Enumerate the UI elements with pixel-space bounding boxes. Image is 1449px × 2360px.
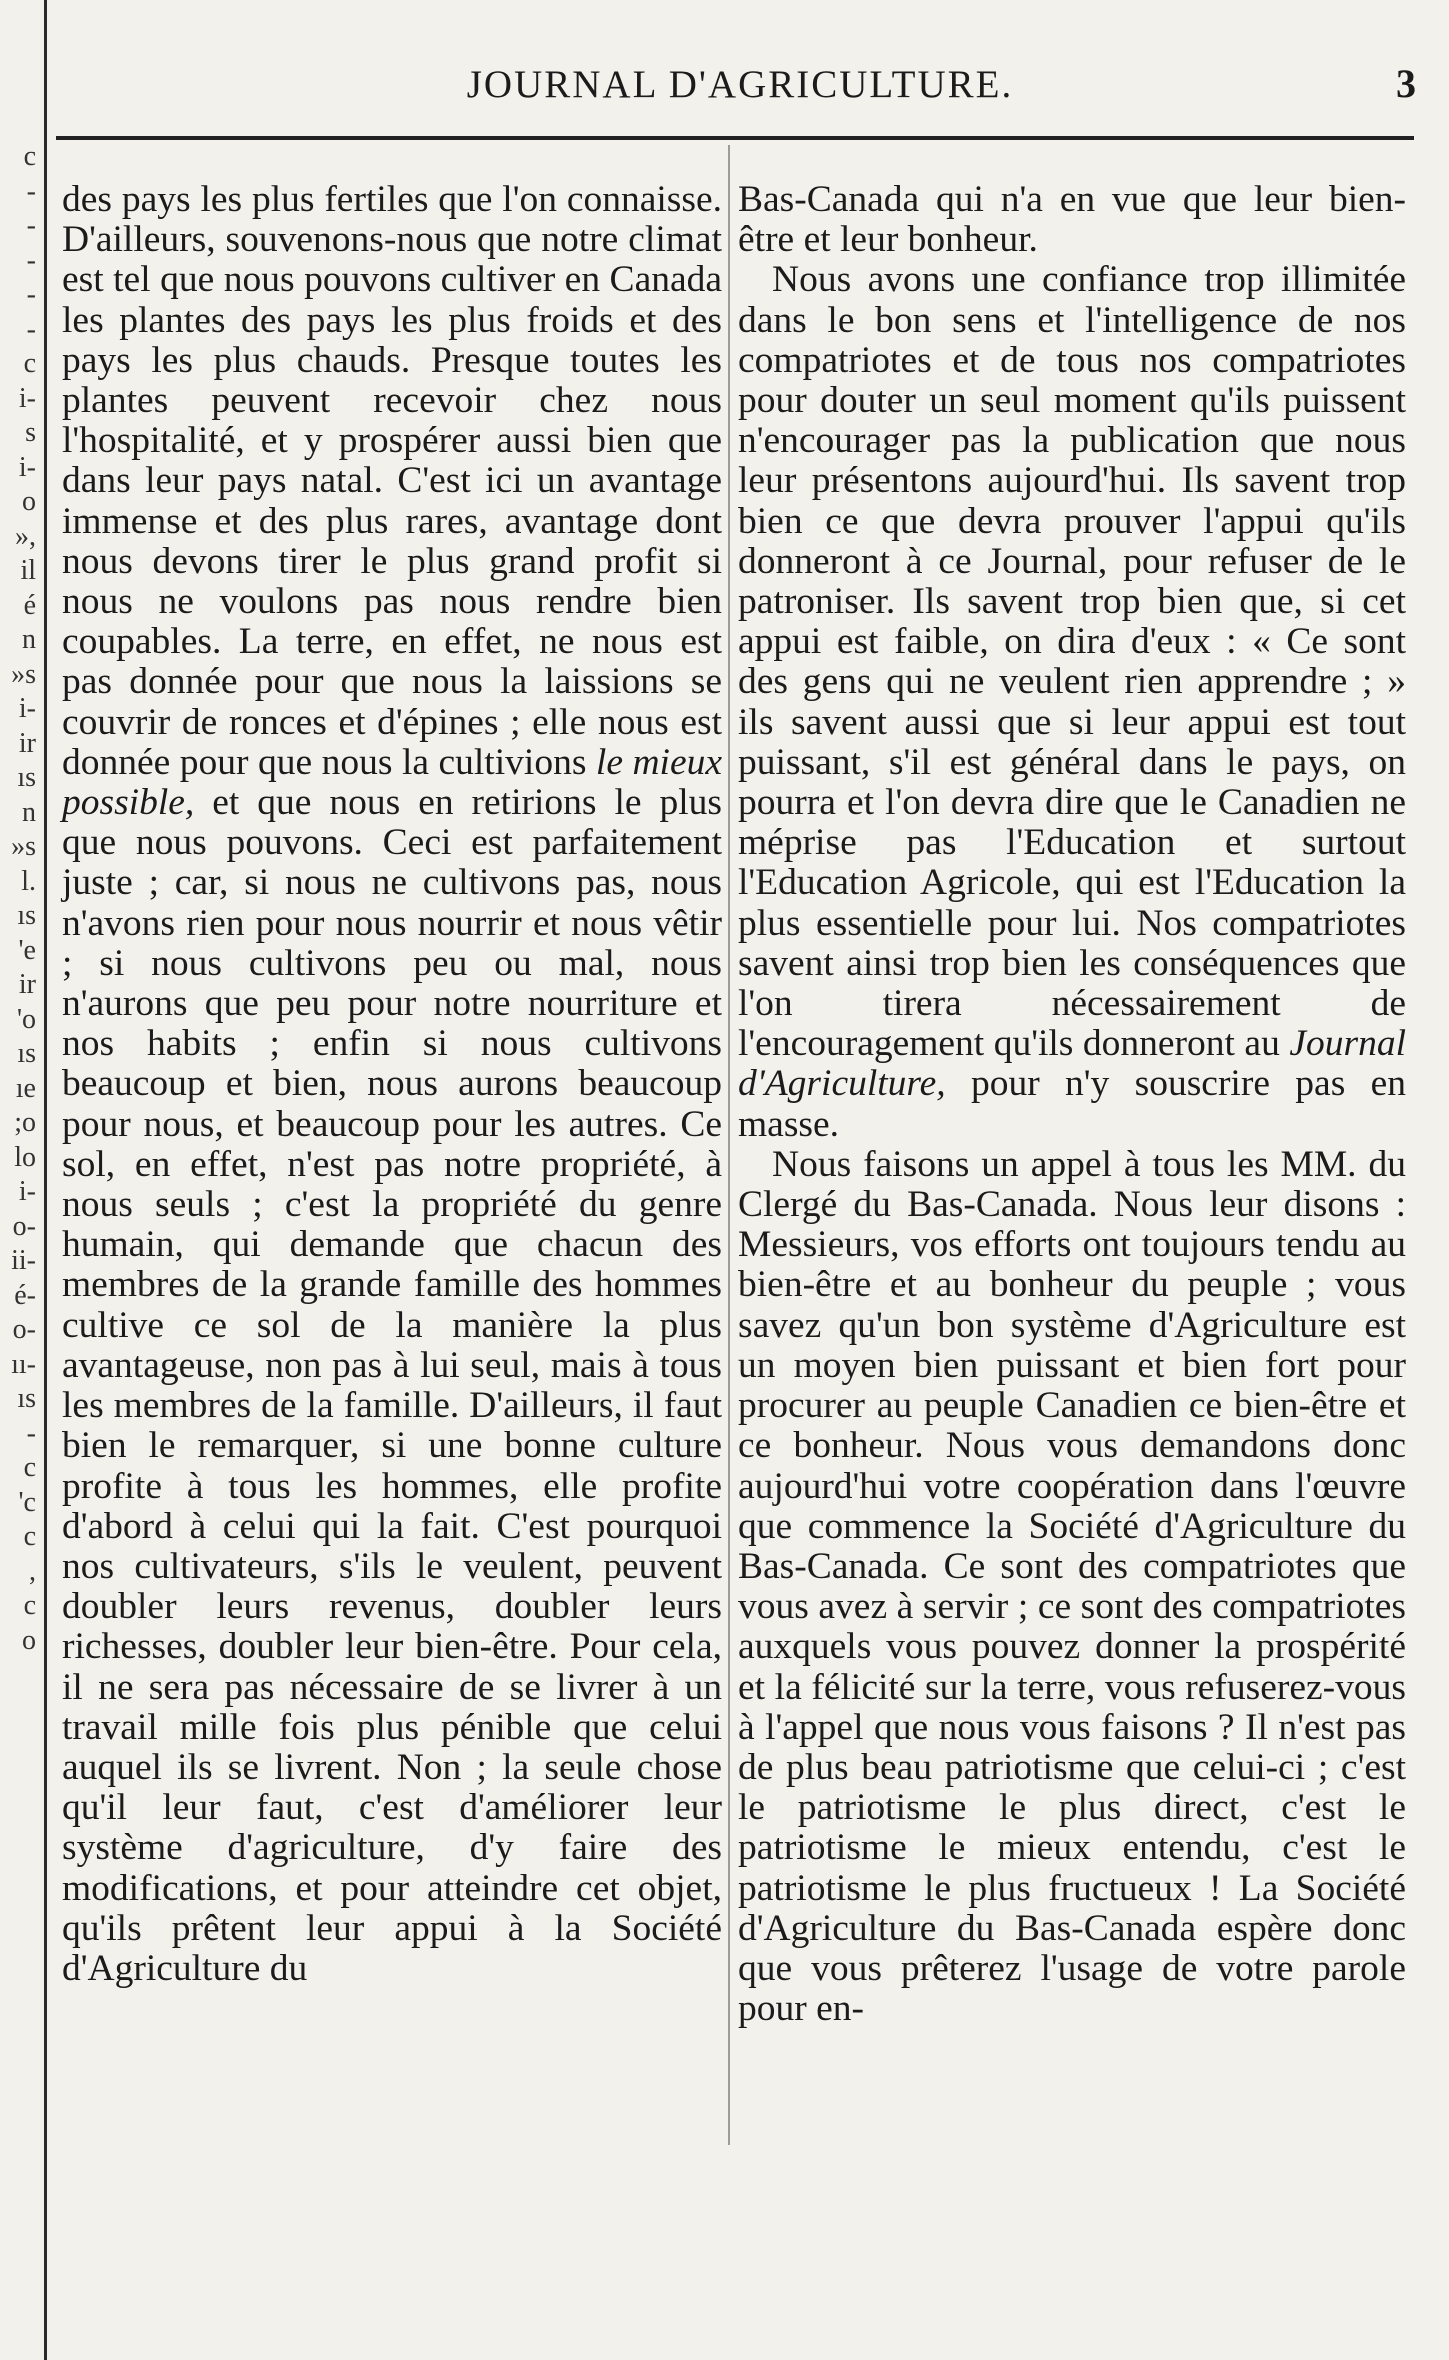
margin-fragment: lo xyxy=(14,1141,36,1173)
margin-fragment: - xyxy=(26,1417,36,1449)
margin-fragment: - xyxy=(26,244,36,276)
margin-fragment: i- xyxy=(18,382,36,414)
margin-fragment: ir xyxy=(18,969,36,1000)
margin-fragment: ıs xyxy=(17,762,36,793)
margin-fragment: ıs xyxy=(17,1383,36,1414)
page-number: 3 xyxy=(1396,61,1416,106)
left-p1-text: des pays les plus fertiles que l'on connaisse. D'ailleurs, souvenons-nous que notre climat est tel que nous pouvons cultiver en Canada les plantes des pays les plus froids et des pays les plus chauds. Presque toutes les plantes peuvent recevoir chez nous l'hospitalité, et y prospérer aussi bien que dans leur pays natal. C'est ici un avantage immense et des plus rares, avantage dont nous devons tirer le plus grand profit si nous ne voulons pas nous rendre bien coupables. La terre, en effet, ne nous est pas donnée pour que nous la laissions se couvrir de ronces et d'épines ; elle nous est donnée pour que nous la cultivions xyxy=(62,179,722,783)
margin-fragment: i- xyxy=(18,693,36,724)
binding-edge-rule xyxy=(44,0,47,2360)
margin-fragment: s xyxy=(25,417,36,448)
margin-fragment: n xyxy=(22,796,36,828)
adjacent-page-fragments xyxy=(0,140,36,1658)
margin-fragment: ıs xyxy=(17,1038,36,1069)
margin-fragment: o- xyxy=(12,1210,36,1242)
right-paragraph-2 xyxy=(738,260,1406,1144)
margin-fragment: ir xyxy=(18,727,36,759)
margin-fragment: l. xyxy=(21,865,36,897)
right-p1-text: Bas-Canada qui n'a en vue que leur bien-être et leur bonheur. xyxy=(738,179,1406,261)
margin-fragment: é- xyxy=(14,1279,36,1311)
right-p2-italic: Journal d'Agriculture, xyxy=(738,1023,1407,1105)
margin-fragment: ıs xyxy=(17,900,36,931)
margin-fragment: »s xyxy=(11,658,36,690)
margin-fragment: é xyxy=(23,589,36,621)
margin-fragment: »s xyxy=(11,831,36,862)
left-paragraph-1 xyxy=(62,180,722,1989)
margin-fragment: - xyxy=(26,313,36,345)
margin-fragment: - xyxy=(26,210,36,241)
right-paragraph-1 xyxy=(738,180,1406,260)
page-header xyxy=(60,50,1420,110)
left-p1-text-after: et que nous en retirions le plus que nous pouvons. Ceci est parfaitement juste ; car, si nous ne cultivons pas, nous n'avons rien pour nous nourrir et nous vêtir ; si nous cultivons peu ou mal, nous n'aurons que peu pour notre nourriture et nos habits ; enfin si nous cultivons beaucoup et bien, nous aurons beaucoup pour nous, et beaucoup pour les autres. Ce sol, en effet, n'est pas notre propriété, à nous seuls ; c'est la propriété du genre humain, qui demande que chacun des membres de la grande famille des hommes cultive ce sol de la manière la plus avantageuse, non pas à lui seul, mais à tous les membres de la famille. D'ailleurs, il faut bien le remarquer, si une bonne culture profite à tous les hommes, elle profite d'abord à celui qui la fait. C'est pourquoi nos cultivateurs, s'ils le veulent, peuvent doubler leurs revenus, doubler leurs richesses, doubler leur bien-être. Pour cela, il ne sera pas nécessaire de se livrer à un travail mille fois plus pénible que celui auquel ils se livrent. Non ; la seule chose qu'il leur faut, c'est d'améliorer leur système d'agriculture, d'y faire des modifications, et pour atteindre cet objet, qu'ils prêtent leur appui à la Société d'Agriculture du xyxy=(62,782,723,1989)
margin-fragment: o xyxy=(22,486,36,517)
left-column xyxy=(62,180,722,1989)
margin-fragment: », xyxy=(15,520,36,552)
margin-fragment: i- xyxy=(18,1176,36,1207)
right-p3-text: Nous faisons un appel à tous les MM. du Clergé du Bas-Canada. Nous leur disons : Messieurs, vos efforts ont toujours tendu au bien-être et au bonheur du peuple ; vous savez qu'un bon système d'Agriculture est un moyen bien puissant et bien fort pour procurer au peuple Canadien ce bien-être et ce bonheur. Nous vous demandons donc aujourd'hui votre coopération dans l'œuvre que commence la Société d'Agriculture du Bas-Canada. Ce sont des compatriotes que vous avez à servir ; ce sont des compatriotes auxquels vous pouvez donner la prospérité et la félicité sur la terre, vous refuserez-vous à l'appel que nous vous faisons ? Il n'est pas de plus beau patriotisme que celui-ci ; c'est le patriotisme le plus direct, c'est le patriotisme le mieux entendu, c'est le patriotisme le plus fructueux ! La Société d'Agriculture du Bas-Canada espère donc que vous prêterez l'usage de votre parole pour en- xyxy=(738,1143,1406,2030)
margin-fragment: il xyxy=(20,555,36,586)
margin-fragment: - xyxy=(26,175,36,207)
right-p2-text: Nous avons une confiance trop illimitée dans le bon sens et l'intelligence de nos compatriotes et de tous nos compatriotes pour douter un seul moment qu'ils puissent n'encourager pas la publication que nous leur présentons aujourd'hui. Ils savent trop bien ce que devra prouver l'appui qu'ils donneront à ce Journal, pour refuser de le patroniser. Ils savent trop bien que, si cet appui est faible, on dira d'eux : « Ce sont des gens qui ne veulent rien apprendre ; » ils savent aussi que si leur appui est tout puissant, s'il est général dans le pays, on pourra et l'on devra dire que le Canadien ne méprise pas l'Education et surtout l'Education Agricole, qui est l'Education la plus essentielle pour lui. Nos compatriotes savent ainsi trop bien les conséquences que l'on tirera nécessairement de l'encouragement qu'ils donneront au xyxy=(738,259,1406,1065)
margin-fragment: , xyxy=(29,1555,36,1587)
margin-fragment: c xyxy=(23,348,36,379)
margin-fragment: c xyxy=(23,1590,36,1621)
left-p1-italic: le mieux possible, xyxy=(62,741,722,824)
right-column xyxy=(738,180,1406,2029)
margin-fragment: c xyxy=(23,141,36,172)
margin-fragment: - xyxy=(26,279,36,310)
margin-fragment: n xyxy=(22,624,36,655)
running-title: JOURNAL D'AGRICULTURE. xyxy=(466,63,1014,106)
margin-fragment: ıe xyxy=(15,1072,36,1104)
margin-fragment: i- xyxy=(18,451,36,483)
margin-fragment: 'o xyxy=(16,1003,36,1035)
right-p2-text-after: pour n'y souscrire pas en masse. xyxy=(738,1063,1407,1145)
margin-fragment: o- xyxy=(12,1314,36,1345)
margin-fragment: ;o xyxy=(14,1107,36,1138)
margin-fragment: o xyxy=(22,1624,36,1656)
margin-fragment: 'c xyxy=(18,1486,36,1518)
header-rule xyxy=(56,136,1414,140)
margin-fragment: ii- xyxy=(11,1245,36,1276)
margin-fragment: c xyxy=(23,1521,36,1552)
column-divider xyxy=(728,145,730,2145)
margin-fragment: ıı- xyxy=(11,1348,36,1380)
margin-fragment: 'e xyxy=(18,934,36,966)
right-paragraph-3 xyxy=(738,1145,1406,2029)
margin-fragment: c xyxy=(23,1452,36,1483)
